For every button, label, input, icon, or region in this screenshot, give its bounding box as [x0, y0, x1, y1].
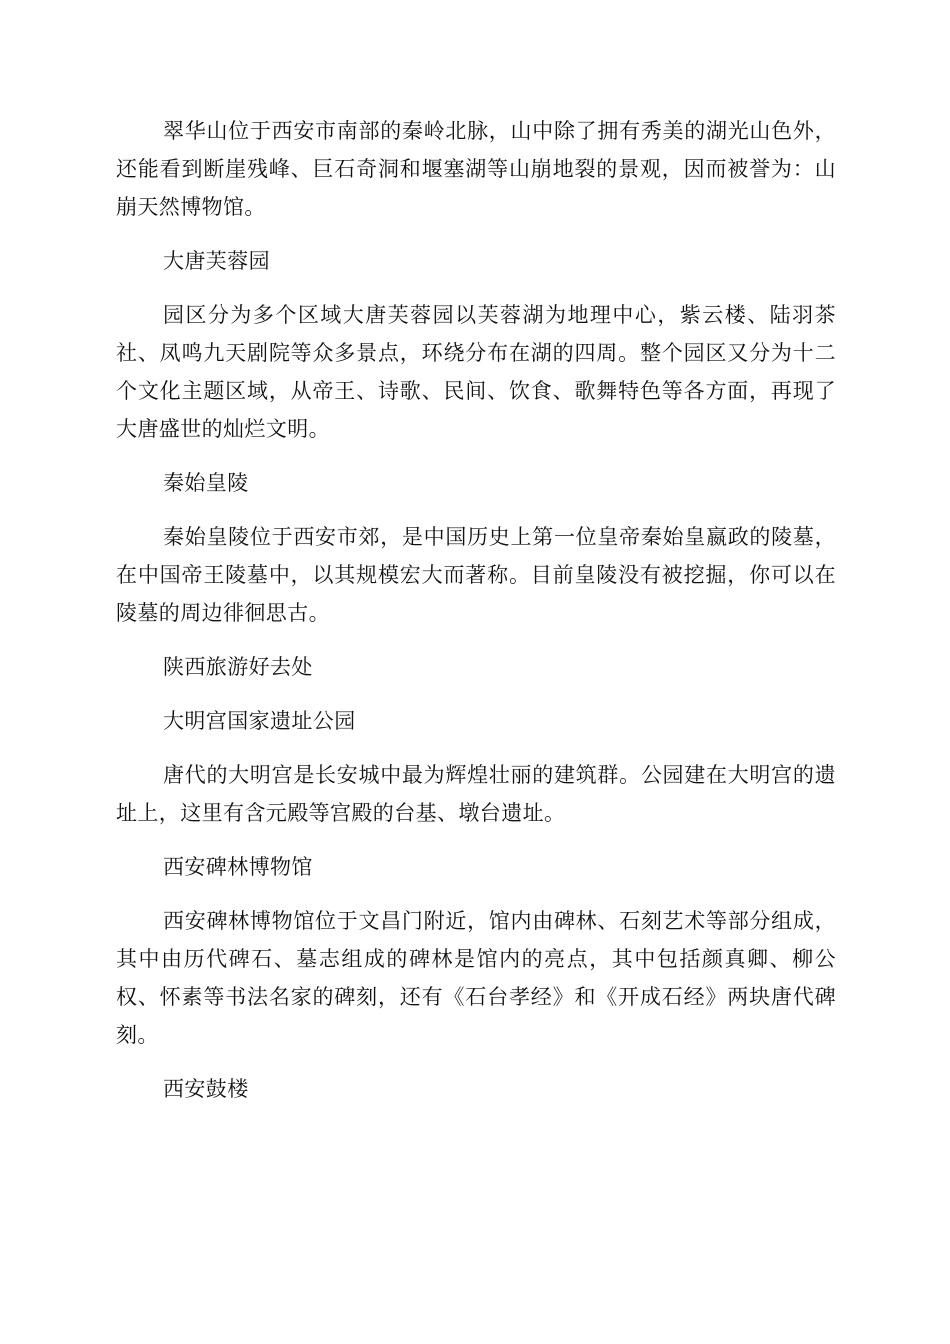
paragraph-daminggong: 唐代的大明宫是长安城中最为辉煌壮丽的建筑群。公园建在大明宫的遗址上，这里有含元殿等宫殿的台基、墩台遗址。: [116, 763, 836, 825]
heading-beilin-museum: 西安碑林博物馆: [163, 855, 313, 879]
heading-datang-furongyuan: 大唐芙蓉园: [163, 249, 270, 273]
document-page: [116, 112, 836, 1124]
paragraph-datang-furongyuan: 园区分为多个区域大唐芙蓉园以芙蓉湖为地理中心，紫云楼、陆羽茶社、凤鸣九天剧院等众多景点，环绕分布在湖的四周。整个园区又分为十二个文化主题区域，从帝王、诗歌、民间、饮食、歌舞特色等各方面，再现了大唐盛世的灿烂文明。: [116, 303, 836, 441]
paragraph-cuihuashan: 翠华山位于西安市南部的秦岭北脉，山中除了拥有秀美的湖光山色外，还能看到断崖残峰、巨石奇洞和堰塞湖等山崩地裂的景观，因而被誉为：山崩天然博物馆。: [116, 119, 836, 219]
heading-xian-drum-tower: 西安鼓楼: [163, 1077, 249, 1101]
paragraph-beilin-museum: 西安碑林博物馆位于文昌门附近，馆内由碑林、石刻艺术等部分组成，其中由历代碑石、墓志组成的碑林是馆内的亮点，其中包括颜真卿、柳公权、怀素等书法名家的碑刻，还有《石台孝经》和《开成石经》两块唐代碑刻。: [116, 909, 836, 1047]
heading-qinshihuang-ling: 秦始皇陵: [163, 471, 249, 495]
heading-daminggong: 大明宫国家遗址公园: [163, 709, 356, 733]
heading-shaanxi-travel: 陕西旅游好去处: [163, 655, 313, 679]
paragraph-qinshihuang-ling: 秦始皇陵位于西安市郊，是中国历史上第一位皇帝秦始皇嬴政的陵墓，在中国帝王陵墓中，以其规模宏大而著称。目前皇陵没有被挖掘，你可以在陵墓的周边徘徊思古。: [116, 525, 836, 625]
